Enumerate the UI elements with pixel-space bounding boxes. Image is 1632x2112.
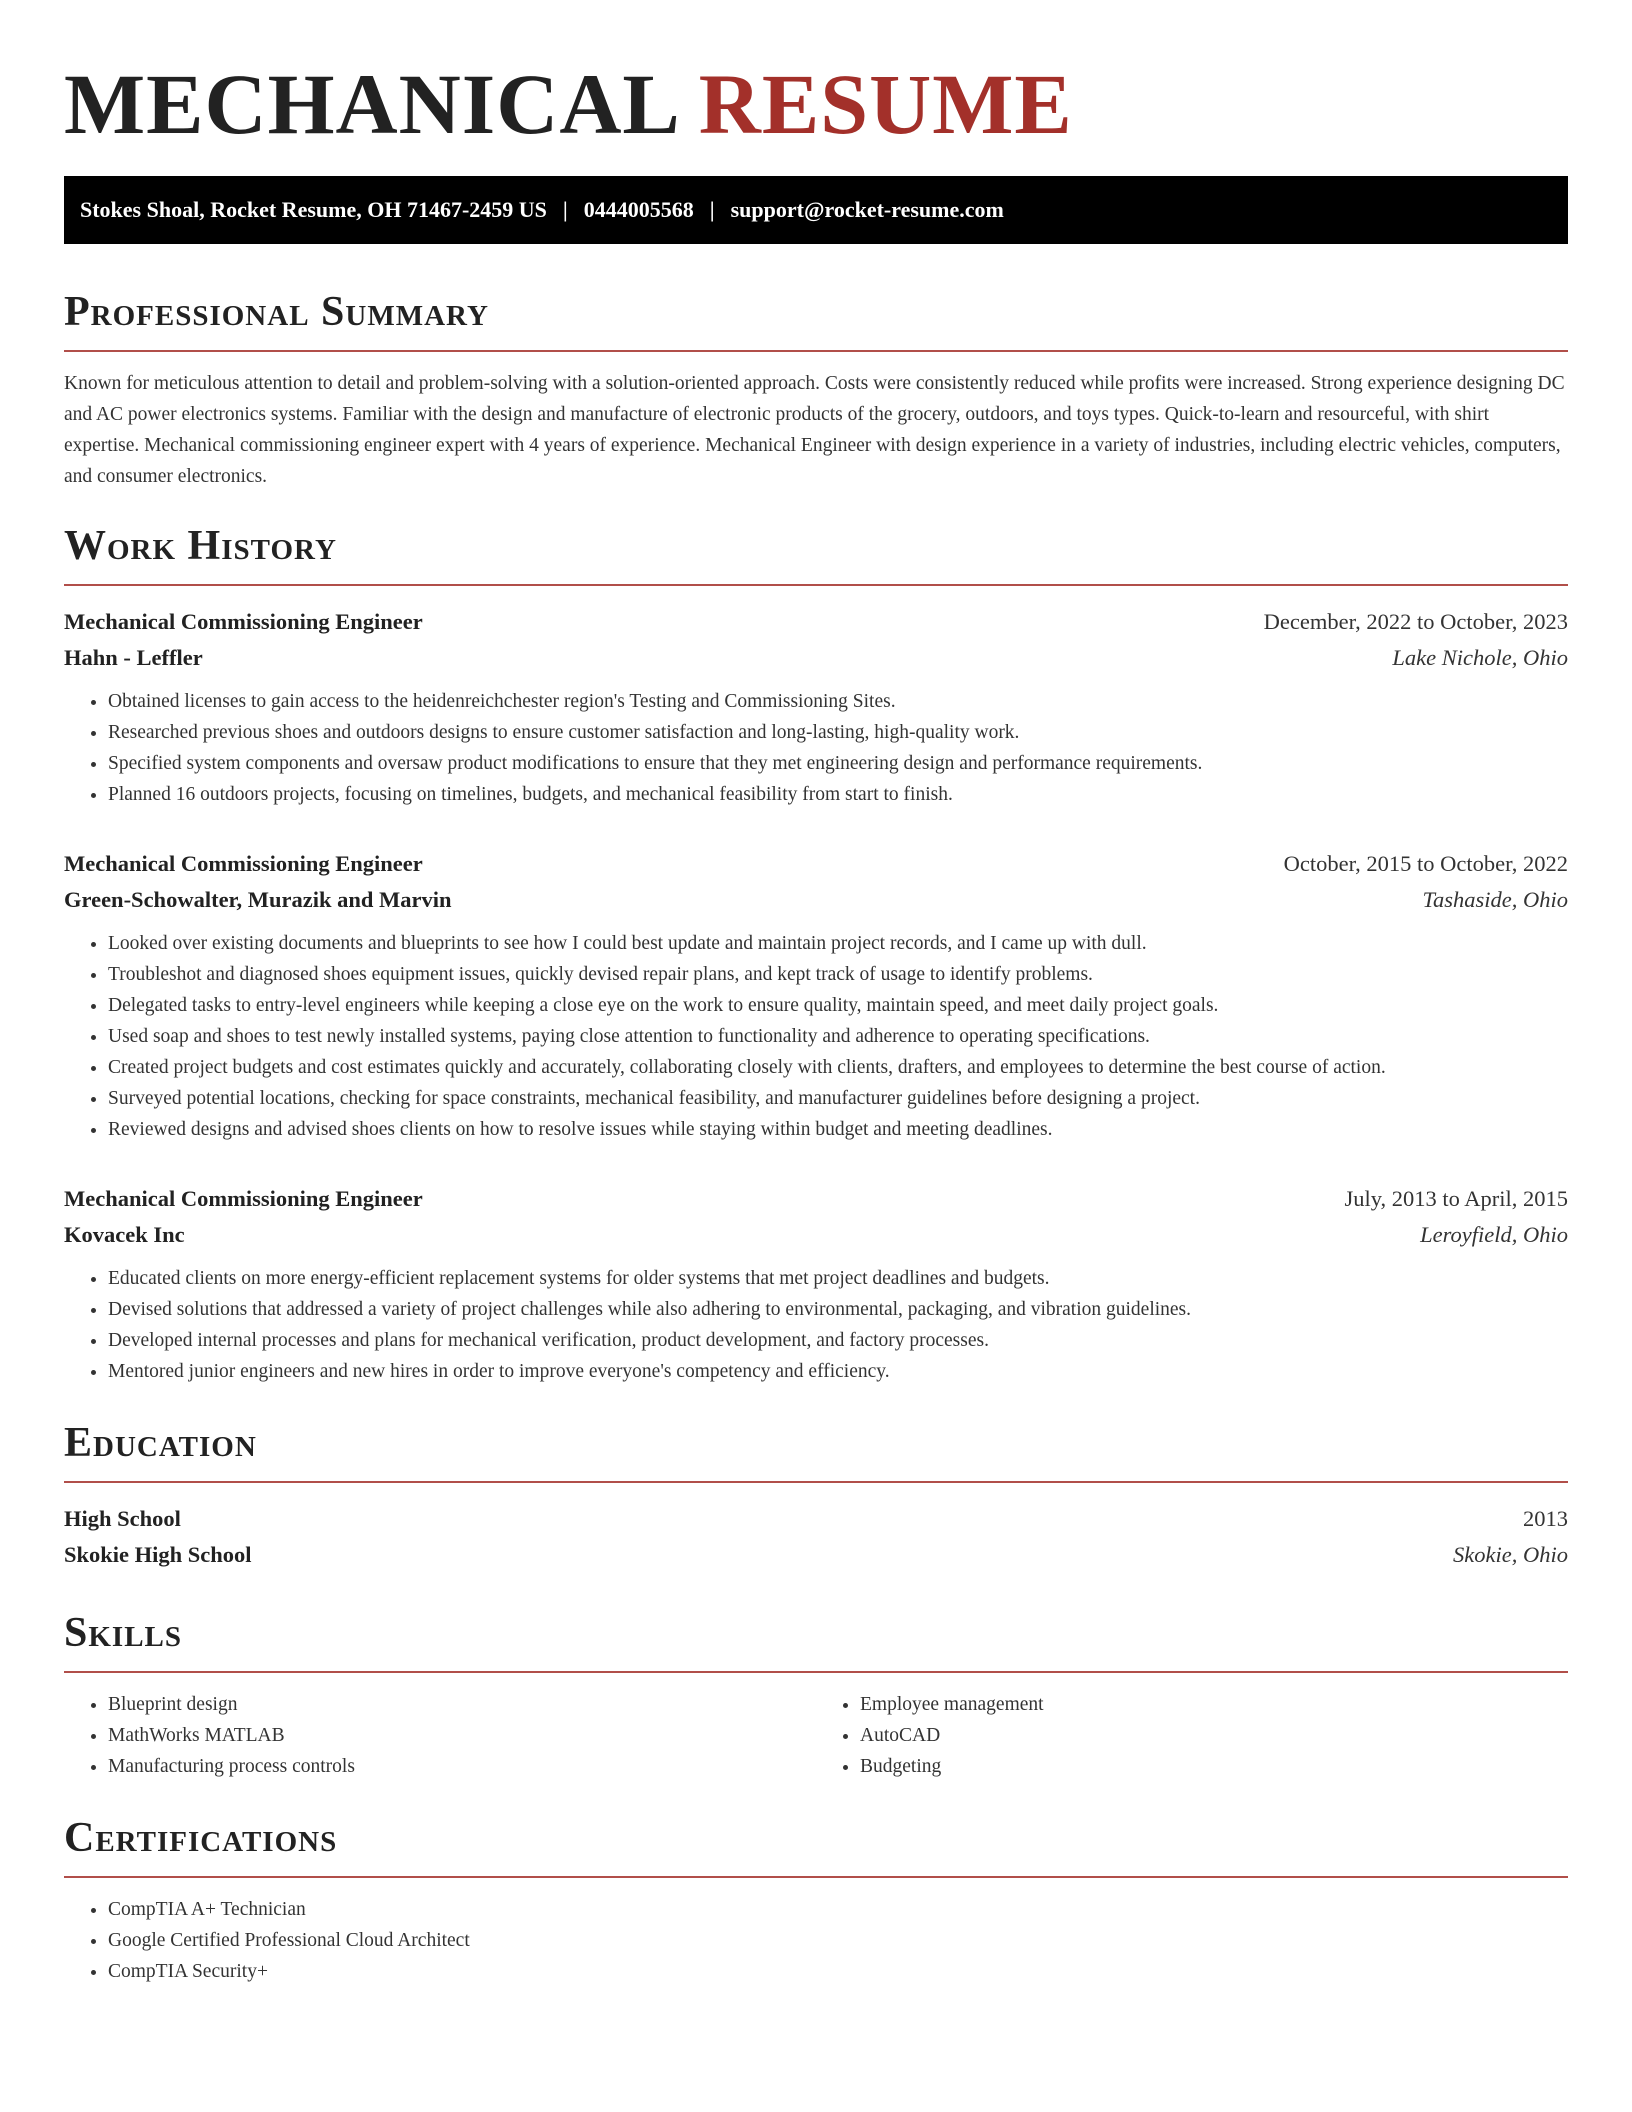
section-title: Work History xyxy=(64,523,337,569)
job-entry xyxy=(64,846,1568,1145)
section-divider xyxy=(64,1671,1568,1673)
job-bullet: • Looked over existing documents and blueprints to see how I could best update and maintain project records, and I came up with dull. xyxy=(108,928,1568,959)
skills-column xyxy=(64,1689,816,1782)
job-header xyxy=(64,604,1568,640)
job-bullet: • Educated clients on more energy-efficient replacement systems for older systems that met project deadlines and budgets. xyxy=(108,1263,1568,1294)
job-bullet: • Obtained licenses to gain access to the heidenreichchester region's Testing and Commissioning Sites. xyxy=(108,686,1568,717)
contact-address: Stokes Shoal, Rocket Resume, OH 71467-2459 US xyxy=(80,197,547,222)
education-entry xyxy=(64,1501,1568,1573)
professional-summary-section xyxy=(64,286,1568,492)
job-bullet: • Used soap and shoes to test newly installed systems, paying close attention to functionality and adherence to operating specifications. xyxy=(108,1021,1568,1052)
section-divider xyxy=(64,584,1568,586)
section-divider xyxy=(64,1481,1568,1483)
job-location: Leroyfield, Ohio xyxy=(1420,1222,1568,1247)
job-dates: October, 2015 to October, 2022 xyxy=(1283,851,1568,876)
skill-item: • AutoCAD xyxy=(860,1720,1568,1751)
job-entry xyxy=(64,1181,1568,1387)
skills-column xyxy=(816,1689,1568,1782)
job-bullet: • Troubleshot and diagnosed shoes equipment issues, quickly devised repair plans, and kept track of usage to identify problems. xyxy=(108,959,1568,990)
job-bullets xyxy=(64,686,1568,810)
education-location: Skokie, Ohio xyxy=(1453,1542,1568,1567)
job-bullet: • Surveyed potential locations, checking for space constraints, mechanical feasibility, and manufacturer guidelines before designing a project. xyxy=(108,1083,1568,1114)
section-title: Skills xyxy=(64,1610,183,1656)
section-title: Professional Summary xyxy=(64,289,489,335)
education-year: 2013 xyxy=(1523,1506,1568,1531)
job-subheader xyxy=(64,640,1568,676)
contact-bar xyxy=(64,176,1568,244)
education-degree: High School xyxy=(64,1506,181,1531)
section-title: Education xyxy=(64,1420,257,1466)
job-bullets xyxy=(64,928,1568,1145)
certification-item: • Google Certified Professional Cloud Architect xyxy=(108,1925,1568,1956)
job-role: Mechanical Commissioning Engineer xyxy=(64,609,423,634)
job-location: Tashaside, Ohio xyxy=(1422,887,1568,912)
name-first: MECHANICAL xyxy=(64,56,681,152)
job-bullet: • Mentored junior engineers and new hires in order to improve everyone's competency and efficiency. xyxy=(108,1356,1568,1387)
job-role: Mechanical Commissioning Engineer xyxy=(64,851,423,876)
job-company: Hahn - Leffler xyxy=(64,645,203,670)
job-bullet: • Planned 16 outdoors projects, focusing on timelines, budgets, and mechanical feasibility from start to finish. xyxy=(108,779,1568,810)
certification-item: • CompTIA A+ Technician xyxy=(108,1894,1568,1925)
skill-item: • Manufacturing process controls xyxy=(108,1751,816,1782)
education-header xyxy=(64,1501,1568,1537)
job-bullet: • Created project budgets and cost estimates quickly and accurately, collaborating closely with clients, drafters, and employees to determine the best course of action. xyxy=(108,1052,1568,1083)
job-bullet: • Developed internal processes and plans for mechanical verification, product development, and factory processes. xyxy=(108,1325,1568,1356)
work-history-section xyxy=(64,520,1568,1387)
education-school: Skokie High School xyxy=(64,1542,252,1567)
job-bullet: • Researched previous shoes and outdoors designs to ensure customer satisfaction and long-lasting, high-quality work. xyxy=(108,717,1568,748)
certifications-section xyxy=(64,1812,1568,1987)
summary-text: Known for meticulous attention to detail and problem-solving with a solution-oriented approach. Costs were consistently reduced while profits were increased. Strong experience designing DC and AC power electronics systems. Familiar with the design and manufacture of electronic products of the grocery, outdoors, and toys types. Quick-to-learn and resourceful, with shirt expertise. Mechanical commissioning engineer expert with 4 years of experience. Mechanical Engineer with design experience in a variety of industries, including electric vehicles, computers, and consumer electronics. xyxy=(64,373,1565,487)
job-company: Green-Schowalter, Murazik and Marvin xyxy=(64,887,452,912)
section-title: Certifications xyxy=(64,1815,338,1861)
job-subheader xyxy=(64,1217,1568,1253)
certification-list xyxy=(64,1894,1568,1987)
skills-section xyxy=(64,1607,1568,1782)
education-subheader xyxy=(64,1537,1568,1573)
name-last: RESUME xyxy=(698,56,1073,152)
skill-item: • Employee management xyxy=(860,1689,1568,1720)
contact-phone: 0444005568 xyxy=(583,197,694,222)
contact-separator: | xyxy=(709,197,715,222)
job-dates: July, 2013 to April, 2015 xyxy=(1344,1186,1568,1211)
skill-item: • Blueprint design xyxy=(108,1689,816,1720)
contact-separator: | xyxy=(562,197,568,222)
job-entry xyxy=(64,604,1568,810)
skill-item: • Budgeting xyxy=(860,1751,1568,1782)
job-bullets xyxy=(64,1263,1568,1387)
job-role: Mechanical Commissioning Engineer xyxy=(64,1186,423,1211)
section-divider xyxy=(64,1876,1568,1878)
job-company: Kovacek Inc xyxy=(64,1222,185,1247)
job-bullet: • Reviewed designs and advised shoes clients on how to resolve issues while staying within budget and meeting deadlines. xyxy=(108,1114,1568,1145)
job-dates: December, 2022 to October, 2023 xyxy=(1263,609,1568,634)
job-header xyxy=(64,846,1568,882)
job-location: Lake Nichole, Ohio xyxy=(1392,645,1568,670)
resume-name xyxy=(64,56,1568,152)
section-divider xyxy=(64,350,1568,352)
skills-columns xyxy=(64,1689,1568,1782)
skill-item: • MathWorks MATLAB xyxy=(108,1720,816,1751)
contact-email[interactable]: support@rocket-resume.com xyxy=(730,197,1004,222)
education-section xyxy=(64,1417,1568,1573)
certification-item: • CompTIA Security+ xyxy=(108,1956,1568,1987)
job-subheader xyxy=(64,882,1568,918)
job-bullet: • Delegated tasks to entry-level engineers while keeping a close eye on the work to ensure quality, maintain speed, and meet daily project goals. xyxy=(108,990,1568,1021)
job-header xyxy=(64,1181,1568,1217)
job-bullet: • Specified system components and oversaw product modifications to ensure that they met engineering design and performance requirements. xyxy=(108,748,1568,779)
job-bullet: • Devised solutions that addressed a variety of project challenges while also adhering to environmental, packaging, and vibration guidelines. xyxy=(108,1294,1568,1325)
